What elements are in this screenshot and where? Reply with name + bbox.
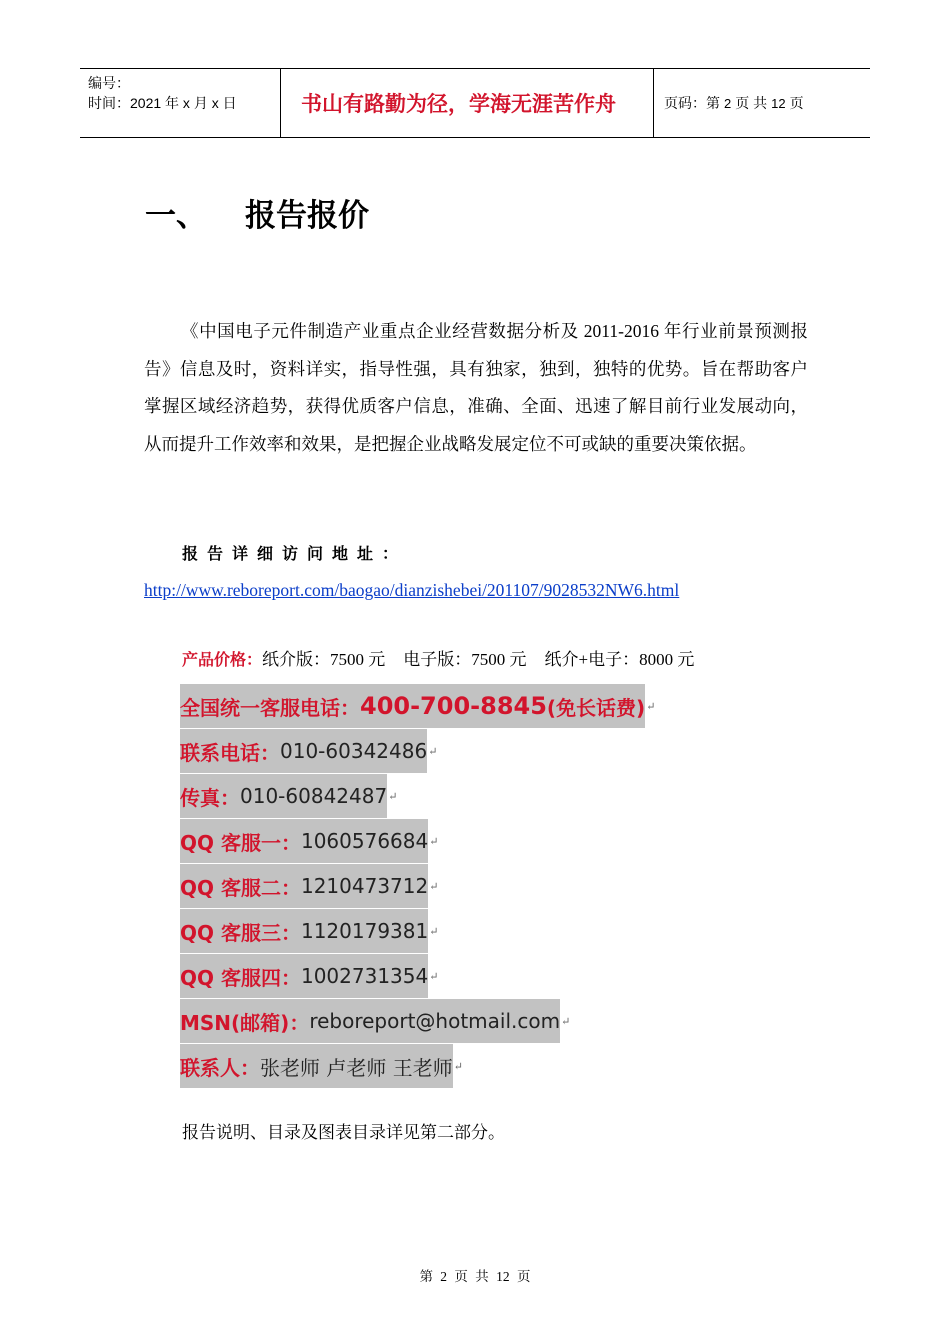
- header-page-cell: [654, 69, 870, 137]
- contact-highlight: [180, 729, 427, 773]
- return-mark-icon: ↵: [429, 970, 439, 983]
- contact-value: 1060576684: [300, 829, 429, 853]
- contact-value: 400-700-8845: [360, 692, 547, 720]
- page-number: 2: [724, 95, 732, 111]
- contact-row-phone: [180, 729, 655, 773]
- return-mark-icon: ↵: [428, 745, 438, 758]
- report-url-line: [144, 535, 808, 608]
- contact-highlight: [180, 774, 387, 818]
- price-line: [182, 645, 694, 675]
- contact-extra: (免长话费): [546, 695, 646, 720]
- page-mid: 页 共: [735, 95, 768, 111]
- contact-value: 1002731354: [300, 964, 429, 988]
- price-label: 产品价格：: [182, 650, 263, 669]
- motto-text: 书山有路勤为径，学海无涯苦作舟: [301, 92, 616, 116]
- contact-value: 1210473712: [300, 874, 429, 898]
- contact-value: 张老师 卢老师 王老师: [260, 1055, 453, 1080]
- return-mark-icon: ↵: [429, 925, 439, 938]
- price-paper: 纸介版：7500 元: [262, 650, 386, 669]
- contact-highlight: [180, 909, 428, 953]
- time-label: 时间：2021 年 x 月 x 日: [88, 95, 237, 111]
- return-mark-icon: ↵: [429, 880, 439, 893]
- contact-row-qq4: [180, 954, 655, 998]
- contact-value: 010-60342486: [280, 739, 428, 763]
- contact-label: 全国统一客服电话：: [180, 695, 360, 720]
- contact-value: reboreport@hotmail.com: [309, 1009, 561, 1033]
- contact-highlight: [180, 819, 428, 863]
- return-mark-icon: ↵: [388, 790, 398, 803]
- contact-row-msn: [180, 999, 655, 1043]
- section-number: 一、: [145, 198, 207, 234]
- header-motto-cell: [281, 69, 654, 137]
- contact-label: QQ 客服三：: [180, 920, 301, 945]
- report-url-link[interactable]: http://www.reboreport.com/baogao/dianzishebei/201107/9028532NW6.html: [144, 580, 680, 600]
- contact-value: 1120179381: [300, 919, 429, 943]
- header-meta-cell: [80, 69, 281, 137]
- contact-label: QQ 客服一：: [180, 830, 301, 855]
- return-mark-icon: ↵: [429, 835, 439, 848]
- contact-highlight: [180, 684, 645, 728]
- contact-row-qq3: [180, 909, 655, 953]
- contact-value: 010-60842487: [240, 784, 388, 808]
- return-mark-icon: ↵: [561, 1015, 571, 1028]
- price-both: 纸介+电子：8000 元: [544, 650, 695, 669]
- contact-label: 联系人：: [180, 1055, 260, 1080]
- page-footer: 第 2 页 共 12 页: [419, 1269, 531, 1284]
- contact-highlight: [180, 864, 428, 908]
- intro-paragraph: 《中国电子元件制造产业重点企业经营数据分析及 2011-2016 年行业前景预测报告》信息及时，资料详实，指导性强，具有独家，独到，独特的优势。旨在帮助客户掌握区域经济趋势，获得优质客户信息，准确、全面、迅速了解目前行业发展动向，从而提升工作效率和效果，是把握企业战略发展定位不可或缺的重要决策依据。: [144, 321, 808, 454]
- contact-row-fax: [180, 774, 655, 818]
- contact-label: MSN(邮箱)：: [180, 1010, 310, 1035]
- contact-highlight: [180, 1044, 453, 1088]
- contact-row-person: [180, 1044, 655, 1088]
- url-label: 报告详细访问地址：: [182, 544, 408, 563]
- section-title: 报告报价: [245, 198, 369, 234]
- price-electronic: 电子版：7500 元: [403, 650, 527, 669]
- document-header: [80, 68, 870, 138]
- section-heading: [145, 190, 369, 235]
- contact-row-qq2: [180, 864, 655, 908]
- contact-row-hotline: [180, 684, 655, 728]
- page-suffix: 页: [789, 95, 804, 111]
- contact-highlight: [180, 954, 428, 998]
- contact-label: QQ 客服二：: [180, 875, 301, 900]
- return-mark-icon: ↵: [453, 1060, 463, 1073]
- contact-label: 传真：: [180, 785, 240, 810]
- contact-label: QQ 客服四：: [180, 965, 301, 990]
- contact-highlight: [180, 999, 560, 1043]
- note-text: 报告说明、目录及图表目录详见第二部分。: [182, 1123, 505, 1142]
- page-total: 12: [771, 95, 786, 111]
- id-label: 编号：: [88, 75, 130, 91]
- contact-list: [180, 684, 655, 1089]
- return-mark-icon: ↵: [646, 700, 656, 713]
- contact-row-qq1: [180, 819, 655, 863]
- contact-label: 联系电话：: [180, 740, 280, 765]
- page-prefix: 页码：第: [664, 95, 720, 111]
